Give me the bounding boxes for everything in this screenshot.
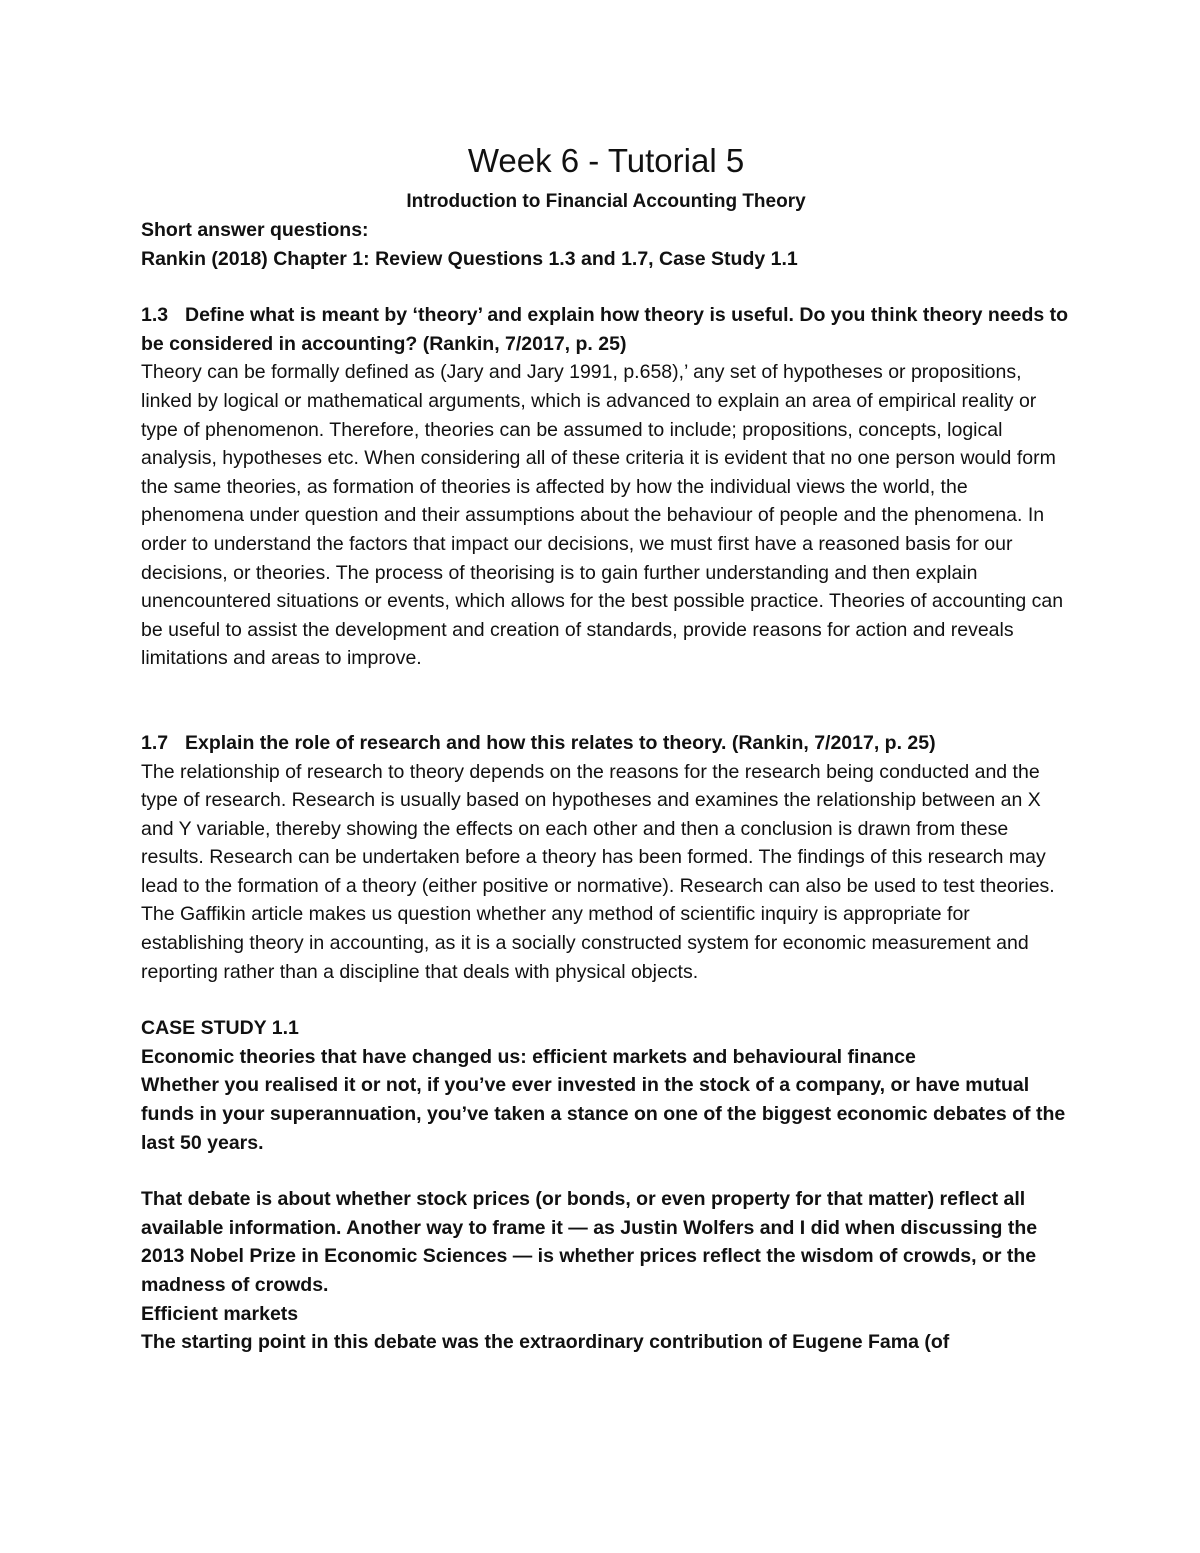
- spacer: [141, 986, 1071, 1014]
- spacer: [141, 673, 1071, 729]
- document-content: [141, 140, 1071, 1357]
- case-study-paragraph-3: The starting point in this debate was the extraordinary contribution of Eugene Fama (of: [141, 1331, 950, 1354]
- case-study-paragraph-1: Whether you realised it or not, if you’ve ever invested in the stock of a company, or have mutual funds in your superannuation, you’ve taken a stance on one of the biggest economic debates of the last 50 years.: [141, 1074, 1066, 1154]
- efficient-markets-heading: Efficient markets: [141, 1302, 299, 1325]
- question-1-3-text: Define what is meant by ‘theory’ and explain how theory is useful. Do you think theory needs to be considered in accounting? (Rankin, 7/2017, p. 25): [141, 304, 1069, 355]
- question-1-3: [141, 301, 1071, 358]
- question-1-7-text: Explain the role of research and how this relates to theory. (Rankin, 7/2017, p. 25): [185, 731, 936, 754]
- case-study-paragraph-2: That debate is about whether stock prices (or bonds, or even property for that matter) reflect all available information. Another way to frame it — as Justin Wolfers and I did when discussing the 2013 Nobel Prize in Economic Sciences — is whether prices reflect the wisdom of crowds, or the madness of crowds.: [141, 1188, 1038, 1296]
- spacer: [141, 273, 1071, 301]
- question-1-7: [141, 729, 1071, 758]
- short-answer-heading: Short answer questions:: [141, 219, 369, 241]
- case-study-heading: CASE STUDY 1.1: [141, 1017, 299, 1040]
- readings-line: Rankin (2018) Chapter 1: Review Questions 1.3 and 1.7, Case Study 1.1: [141, 247, 798, 270]
- document-subtitle: Introduction to Financial Accounting Theory: [406, 191, 806, 212]
- question-1-7-number: 1.7: [141, 731, 169, 754]
- answer-1-3: Theory can be formally defined as (Jary and Jary 1991, p.658),’ any set of hypotheses or propositions, linked by logical or mathematical arguments, which is advanced to explain an area of empirical reality or type of phenomenon. Therefore, theories can be assumed to include; propositions, concepts, logical analysis, hypotheses etc. When considering all of these criteria it is evident that no one person would form the same theories, as formation of theories is affected by how the individual views the world, the phenomena under question and their assumptions about the behaviour of people and the phenomena. In order to understand the factors that impact our decisions, we must first have a reasoned basis for our decisions, or theories. The process of theorising is to gain further understanding and then explain unencountered situations or events, which allows for the best possible practice. Theories of accounting can be useful to assist the development and creation of standards, provide reasons for action and reveals limitations and areas to improve.: [141, 361, 1064, 670]
- spacer: [141, 1157, 1071, 1185]
- question-1-3-number: 1.3: [141, 304, 169, 327]
- answer-1-7: The relationship of research to theory depends on the reasons for the research being conducted and the type of research. Research is usually based on hypotheses and examines the relationship between an X and Y variable, thereby showing the effects on each other and then a conclusion is drawn from these results. Research can be undertaken before a theory has been formed. The findings of this research may lead to the formation of a theory (either positive or normative). Research can also be used to test theories. The Gaffikin article makes us question whether any method of scientific inquiry is appropriate for establishing theory in accounting, as it is a socially constructed system for economic measurement and reporting rather than a discipline that deals with physical objects.: [141, 760, 1055, 983]
- case-study-subheading: Economic theories that have changed us: efficient markets and behavioural finance: [141, 1045, 916, 1068]
- document-title: Week 6 - Tutorial 5: [467, 142, 745, 179]
